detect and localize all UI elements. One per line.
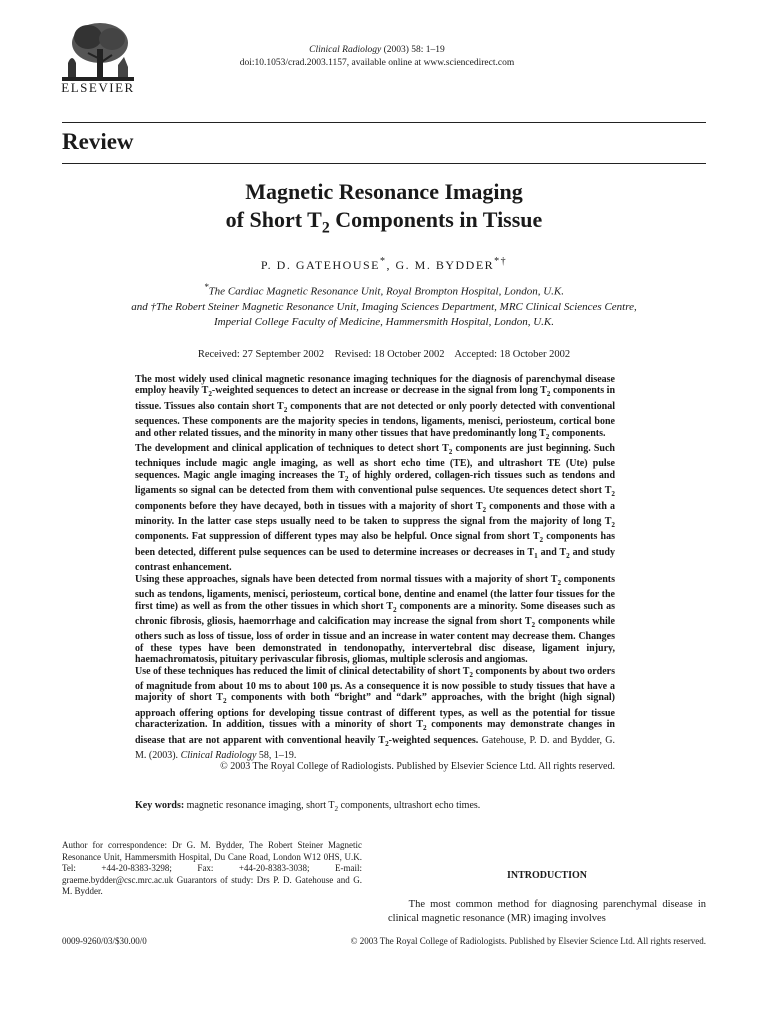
section-rule [62,163,706,164]
publisher-name: ELSEVIER [61,80,135,95]
journal-header [180,44,574,70]
keywords-label: Key words: [135,800,185,811]
abstract-paragraph: The development and clinical application of techniques to detect short $T_2$ components are just beginning. Such techniques include magic angle imaging, as well as short echo time (TE), and ultrashort TE (Ute) pulse sequences. Magic angle imaging increases the $T_2$ of highly ordered, collagen-rich tissues such as tendons and ligaments so signal can be detected from them with conventional pulse sequences. Ute sequences detect short $T_2$ components before they have decayed, both in tissues with a majority of short $T_2$ components and those with a minority. In the latter case steps usually need to be taken to suppress the signal from the majority of long $T_2$ components. Fat suppression of different types may also be helpful. Once signal from short $T_2$ components has been detected, different pulse sequences can be used to determine increases or decreases in $T_1$ and $T_2$ and study contrast enhancement. [135,443,616,574]
issn-code: 0009-9260/03/$30.00/0 [62,936,147,946]
title-line-2: of Short $T_2$ Components in Tissue [225,207,543,237]
abstract-paragraph: Use of these techniques has reduced the limit of clinical detectability of short $T_2$ components by about two orders of magnitude from about 10 ms to about 100 µs. As a consequence it is now possible to study tissues that have a majority of short $T_2$ components with both “bright” and “dark” approaches, with the bright (high signal) approach offering options for developing tissue contrast of different types, as well as the potential for tissue characterization. In addition, tissues with a minority of short $T_2$ components may demonstrate changes in disease that are not apparent with conventional heavily $T_2$-weighted sequences. Gatehouse, P. D. and Bydder, G. M. (2003). Clinical Radiology 58, 1–19. [135,665,615,761]
keywords: Key words: magnetic resonance imaging, short $T_2$ components, ultrashort echo times. [135,800,481,813]
abstract-copyright: © 2003 The Royal College of Radiologists. Published by Elsevier Science Ltd. All rights reserved. [220,761,615,773]
journal-citation: (2003) 58: 1–19 [383,45,445,55]
section-label: Review [62,129,134,154]
abstract-citation: Gatehouse, P. D. and Bydder, G. M. (2003). Clinical Radiology 58, 1–19. [135,734,615,761]
footer-copyright: © 2003 The Royal College of Radiologists. Published by Elsevier Science Ltd. All rights reserved. [350,936,706,946]
journal-name: Clinical Radiology [309,45,382,55]
abstract-paragraph: The most widely used clinical magnetic resonance imaging techniques for the diagnosis of parenchymal disease employ heavily $T_2$-weighted sequences to detect an increase or decrease in the signal from long $T_2$ components in tissue. Tissues also contain short $T_2$ components that are not detected or only poorly detected with conventional sequences. These components are the majority species in tendons, ligaments, menisci, periosteum, cortical bone and other related tissues, and the minority in many other tissues that have predominantly long $T_2$ components. [135,374,616,441]
abstract-paragraph: Using these approaches, signals have been detected from normal tissues with a majority of short $T_2$ components such as tendons, ligaments, menisci, periosteum, cortical bone, dentine and enamel (the latter four tissues for the first time) as well as from the other tissues in which short $T_2$ components are a minority. Some diseases such as chronic fibrosis, gliosis, haemorrhage and calcification may increase the signal from short $T_2$ components while others such as loss of tissue, loss of order in tissue and an increase in water content may decrease them. Changes of these types have been demonstrated in tendonopathy, intervertebral disc disease, ligament injury, haemachromatosis, pituitary perivascular fibrosis, gliomas, multiple sclerosis and angiomas. [135,573,615,666]
title-line-1: Magnetic Resonance Imaging [245,179,523,204]
introduction-heading: INTRODUCTION [506,870,587,881]
author-bydder: G. M. BYDDER [395,258,495,272]
introduction-text: The most common method for diagnosing parenchymal disease in clinical magnetic resonance (MR) imaging involves [388,899,706,924]
affiliation-3: Imperial College Faculty of Medicine, Hammersmith Hospital, London, U.K. [213,315,555,328]
correspondence-note: Author for correspondence: Dr G. M. Bydder, The Robert Steiner Magnetic Resonance Unit, Hammersmith Hospital, Du Cane Road, London W12 0HS, U.K. Tel: +44-20-8383-3298; Fax: +44-20-8383-3038; E-mail: graeme.bydder@csc.mrc.ac.uk Guarantors of study: Drs P. D. Gatehouse and G. M. Bydder. [62,840,362,896]
affiliations [62,280,706,330]
affiliation-2: and †The Robert Steiner Magnetic Resonance Unit, Imaging Sciences Department, MRC Clinical Sciences Centre, [131,300,637,313]
header-rule [62,122,706,123]
doi-line: doi:10.1053/crad.2003.1157, available online at www.sciencedirect.com [239,58,515,68]
author-gatehouse: P. D. GATEHOUSE [260,258,380,272]
author-list: P. D. GATEHOUSE*, G. M. BYDDER*† [260,256,508,272]
abstract [135,374,615,773]
received-dates: Received: 27 September 2002 Revised: 18 October 2002 Accepted: 18 October 2002 [197,349,571,360]
affiliation-1: *The Cardiac Magnetic Resonance Unit, Royal Brompton Hospital, London, U.K. [203,282,564,298]
article-title [62,178,706,242]
